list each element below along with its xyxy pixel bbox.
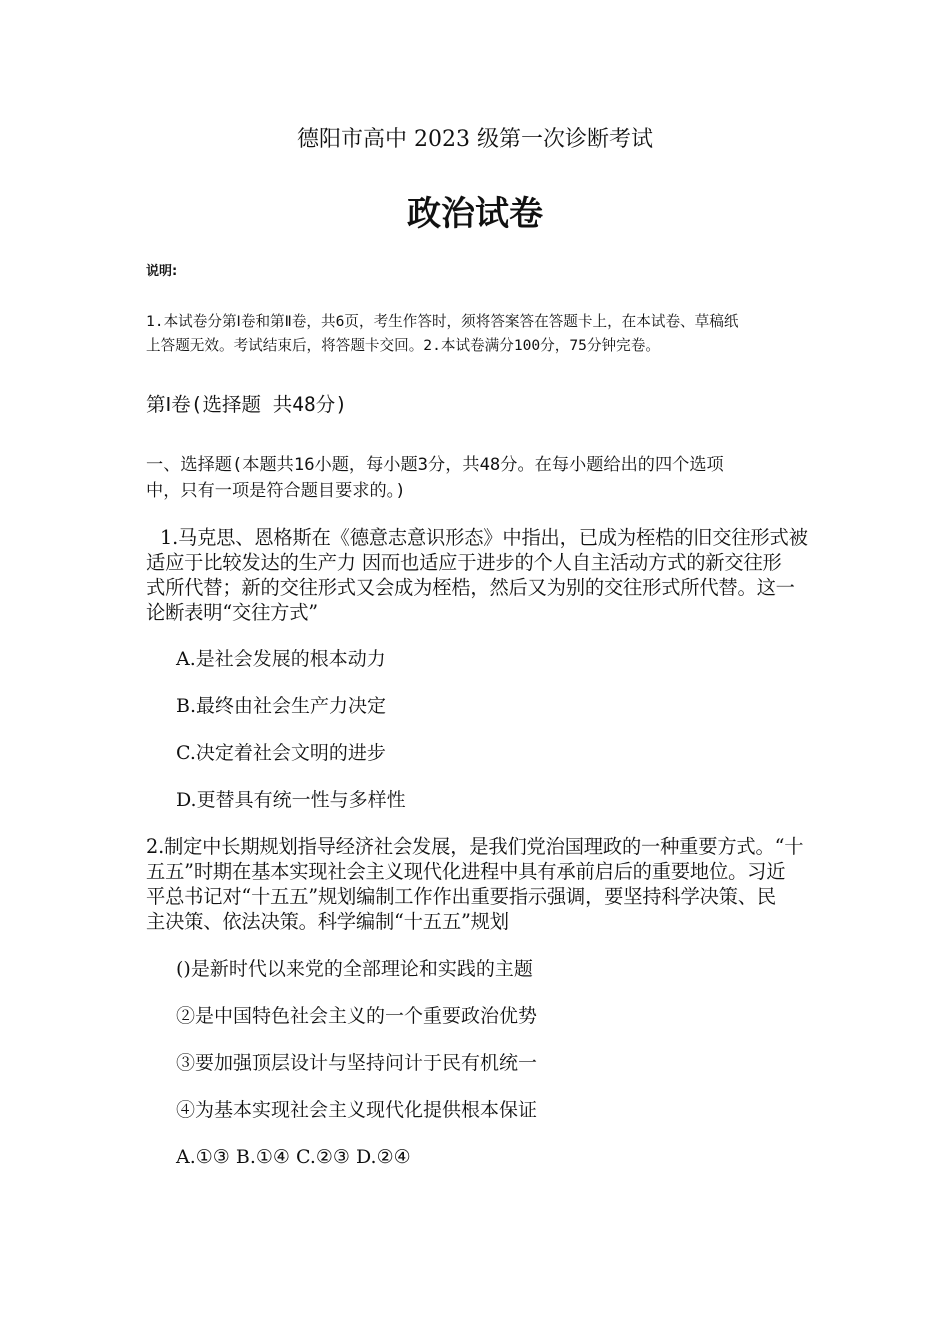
question-2-statement-1: ()是新时代以来党的全部理论和实践的主题 <box>176 958 533 980</box>
instructions-label: 说明: <box>146 264 178 279</box>
question-2-statement-2: ②是中国特色社会主义的一个重要政治优势 <box>176 1005 538 1027</box>
exam-title: 德阳市高中 2023 级第一次诊断考试 <box>297 127 653 152</box>
question-1-stem-line: 适应于比较发达的生产力 因而也适应于进步的个人自主活动方式的新交往形 <box>146 551 782 574</box>
question-1-option-a: A.是社会发展的根本动力 <box>176 648 386 670</box>
question-1-stem-line: 式所代替；新的交往形式又会成为桎梏，然后又为别的交往形式所代替。这一 <box>146 576 795 599</box>
question-2-answer-choices: A.①③ B.①④ C.②③ D.②④ <box>176 1146 411 1168</box>
instructions-line: 1.本试卷分第Ⅰ卷和第Ⅱ卷，共6页，考生作答时，须将答案答在答题卡上，在本试卷、草稿纸 <box>146 313 739 330</box>
section-heading-line: 一、选择题(本题共16小题，每小题3分，共48分。在每小题给出的四个选项 <box>146 455 724 475</box>
part-one-title: 第Ⅰ卷(选择题 共48分) <box>146 393 347 416</box>
question-1-option-c: C.决定着社会文明的进步 <box>176 742 386 764</box>
question-2-statement-4: ④为基本实现社会主义现代化提供根本保证 <box>176 1099 538 1121</box>
question-2-stem-line: 主决策、依法决策。科学编制“十五五”规划 <box>146 910 509 933</box>
section-heading-line: 中，只有一项是符合题目要求的。) <box>146 481 406 501</box>
question-1-option-d: D.更替具有统一性与多样性 <box>176 789 406 811</box>
instructions-line: 上答题无效。考试结束后，将答题卡交回。2.本试卷满分100分，75分钟完卷。 <box>146 337 660 354</box>
question-2-stem-line: 五五”时期在基本实现社会主义现代化进程中具有承前启后的重要地位。习近 <box>146 860 786 883</box>
question-1-stem-line: 论断表明“交往方式” <box>146 601 318 624</box>
subject-title: 政治试卷 <box>407 194 543 234</box>
question-2-stem-line: 平总书记对“十五五”规划编制工作作出重要指示强调，要坚持科学决策、民 <box>146 885 776 908</box>
question-2-statement-3: ③要加强顶层设计与坚持问计于民有机统一 <box>176 1052 538 1074</box>
question-1-stem-line: 1.马克思、恩格斯在《德意志意识形态》中指出，已成为桎梏的旧交往形式被 <box>160 526 808 549</box>
question-2-stem-line: 2.制定中长期规划指导经济社会发展，是我们党治国理政的一种重要方式。“十 <box>146 835 804 858</box>
question-1-option-b: B.最终由社会生产力决定 <box>176 695 387 717</box>
